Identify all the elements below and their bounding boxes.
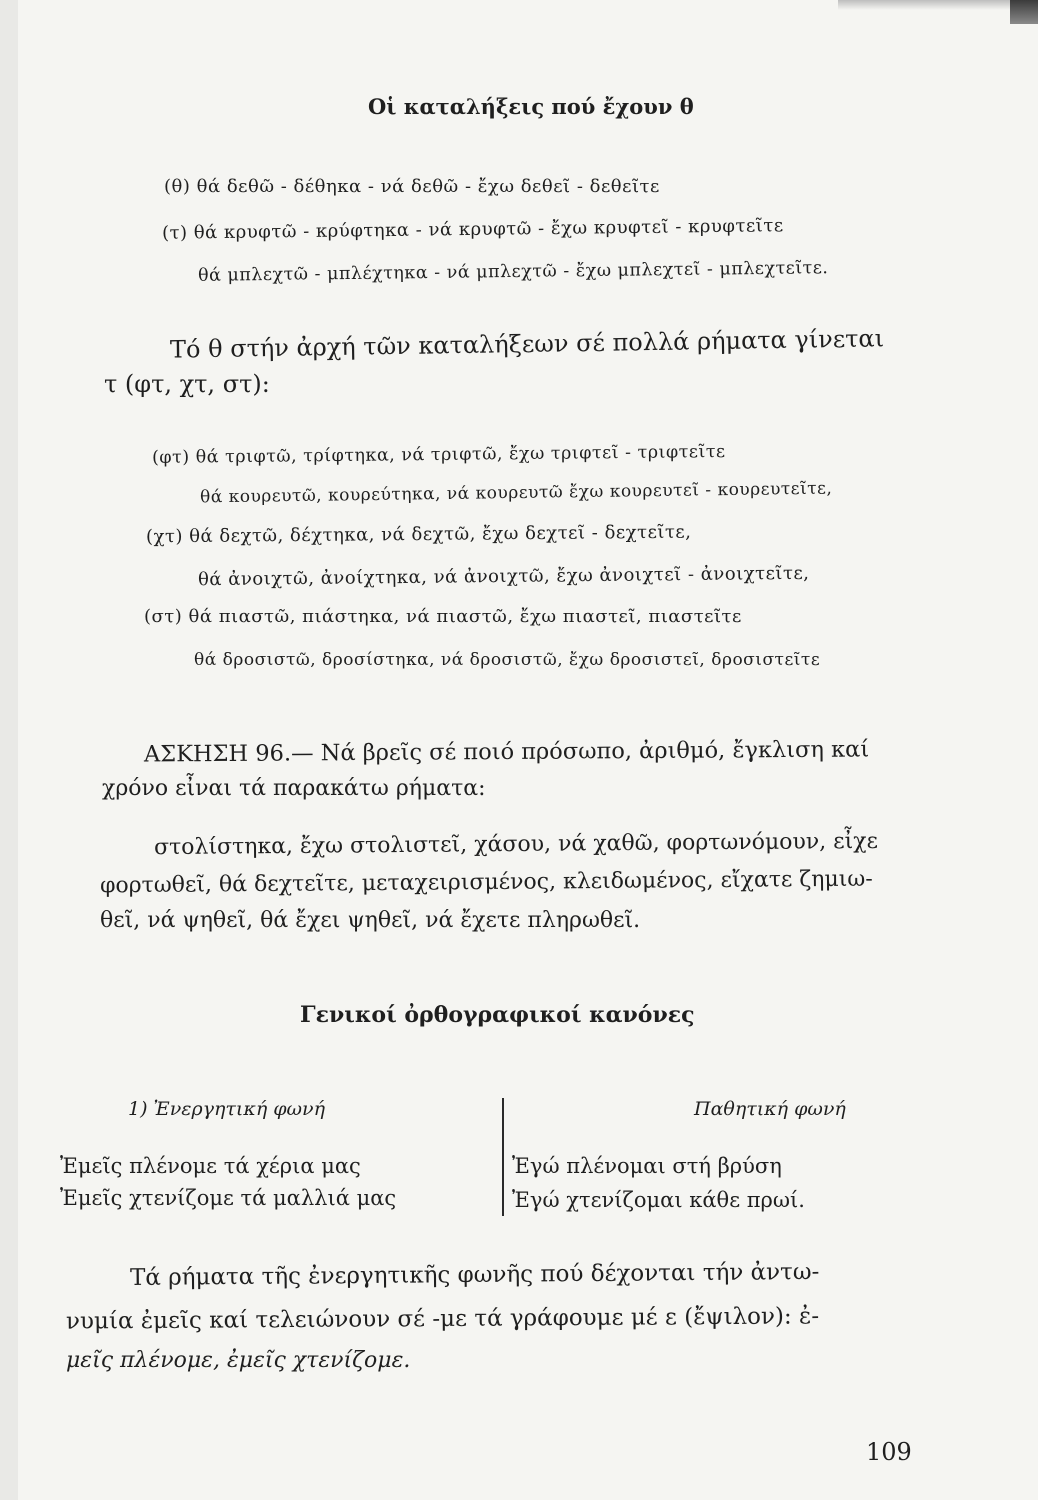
- passive-example: Ἐγώ πλένομαι στή βρύση: [512, 1154, 782, 1178]
- rule-line-2: τ (φτ, χτ, στ):: [104, 370, 270, 398]
- page-edge: [1010, 0, 1038, 24]
- ending-line-mplexto: θά μπλεχτῶ - μπλέχτηκα - νά μπλεχτῶ - ἔχω μπλεχτεῖ - μπλεχτεῖτε.: [197, 258, 829, 286]
- exercise-heading: ΑΣΚΗΣΗ 96.— Νά βρεῖς σέ ποιό πρόσωπο, ἀριθμό, ἔγκλιση καί: [143, 736, 870, 768]
- section-title: Οἱ καταλήξεις πού ἔχουν θ: [368, 94, 694, 119]
- example-line: (φτ) θά τριφτῶ, τρίφτηκα, νά τριφτῶ, ἔχω τριφτεῖ - τριφτεῖτε: [151, 441, 726, 469]
- exercise-heading-2: χρόνο εἶναι τά παρακάτω ρήματα:: [102, 776, 486, 801]
- closing-text: Τά ρήματα τῆς ἐνεργητικῆς φωνῆς πού δέχονται τήν ἀντω-: [129, 1258, 820, 1292]
- section-title-rules: Γενικοί ὀρθογραφικοί κανόνες: [300, 1002, 695, 1028]
- closing-text: μεῖς πλένομε, ἐμεῖς χτενίζομε.: [66, 1348, 411, 1373]
- column-divider: [502, 1098, 504, 1216]
- active-example: Ἐμεῖς πλένομε τά χέρια μας: [60, 1154, 361, 1178]
- example-line: θά δροσιστῶ, δροσίστηκα, νά δροσιστῶ, ἔχω δροσιστεῖ, δροσιστεῖτε: [194, 650, 821, 670]
- book-page: [18, 0, 1038, 1500]
- exercise-text: φορτωθεῖ, θά δεχτεῖτε, μεταχειρισμένος, κλειδωμένος, εἴχατε ζημιω-: [99, 866, 873, 899]
- active-example: Ἐμεῖς χτενίζομε τά μαλλιά μας: [60, 1186, 397, 1210]
- rule-line-1: Τό θ στήν ἀρχή τῶν καταλήξεων σέ πολλά ρήματα γίνεται: [169, 324, 885, 364]
- page-number: 109: [866, 1438, 912, 1466]
- ending-line-theta: (θ) θά δεθῶ - δέθηκα - νά δεθῶ - ἔχω δεθεῖ - δεθεῖτε: [164, 176, 660, 197]
- example-line: (στ) θά πιαστῶ, πιάστηκα, νά πιαστῶ, ἔχω πιαστεῖ, πιαστεῖτε: [144, 606, 742, 627]
- example-line: θά ἀνοιχτῶ, ἀνοίχτηκα, νά ἀνοιχτῶ, ἔχω ἀνοιχτεῖ - ἀνοιχτεῖτε,: [197, 562, 810, 591]
- ending-line-tau: (τ) θά κρυφτῶ - κρύφτηκα - νά κρυφτῶ - ἔχω κρυφτεῖ - κρυφτεῖτε: [161, 215, 784, 244]
- page-shadow: [838, 0, 1038, 10]
- active-voice-header: 1) Ἐνεργητική φωνή: [128, 1098, 325, 1120]
- closing-text: νυμία ἐμεῖς καί τελειώνουν σέ -με τά γράφουμε μέ ε (ἔψιλον): ἐ-: [65, 1303, 820, 1335]
- exercise-text: θεῖ, νά ψηθεῖ, θά ἔχει ψηθεῖ, νά ἔχετε πληρωθεῖ.: [100, 908, 641, 933]
- example-line: θά κουρευτῶ, κουρεύτηκα, νά κουρευτῶ ἔχω κουρευτεῖ - κουρευτεῖτε,: [199, 478, 833, 508]
- exercise-text: στολίστηκα, ἔχω στολιστεῖ, χάσου, νά χαθῶ, φορτωνόμουν, εἶχε: [153, 828, 879, 861]
- passive-voice-header: Παθητική φωνή: [694, 1098, 846, 1120]
- passive-example: Ἐγώ χτενίζομαι κάθε πρωί.: [512, 1188, 805, 1212]
- example-line: (χτ) θά δεχτῶ, δέχτηκα, νά δεχτῶ, ἔχω δεχτεῖ - δεχτεῖτε,: [145, 521, 692, 548]
